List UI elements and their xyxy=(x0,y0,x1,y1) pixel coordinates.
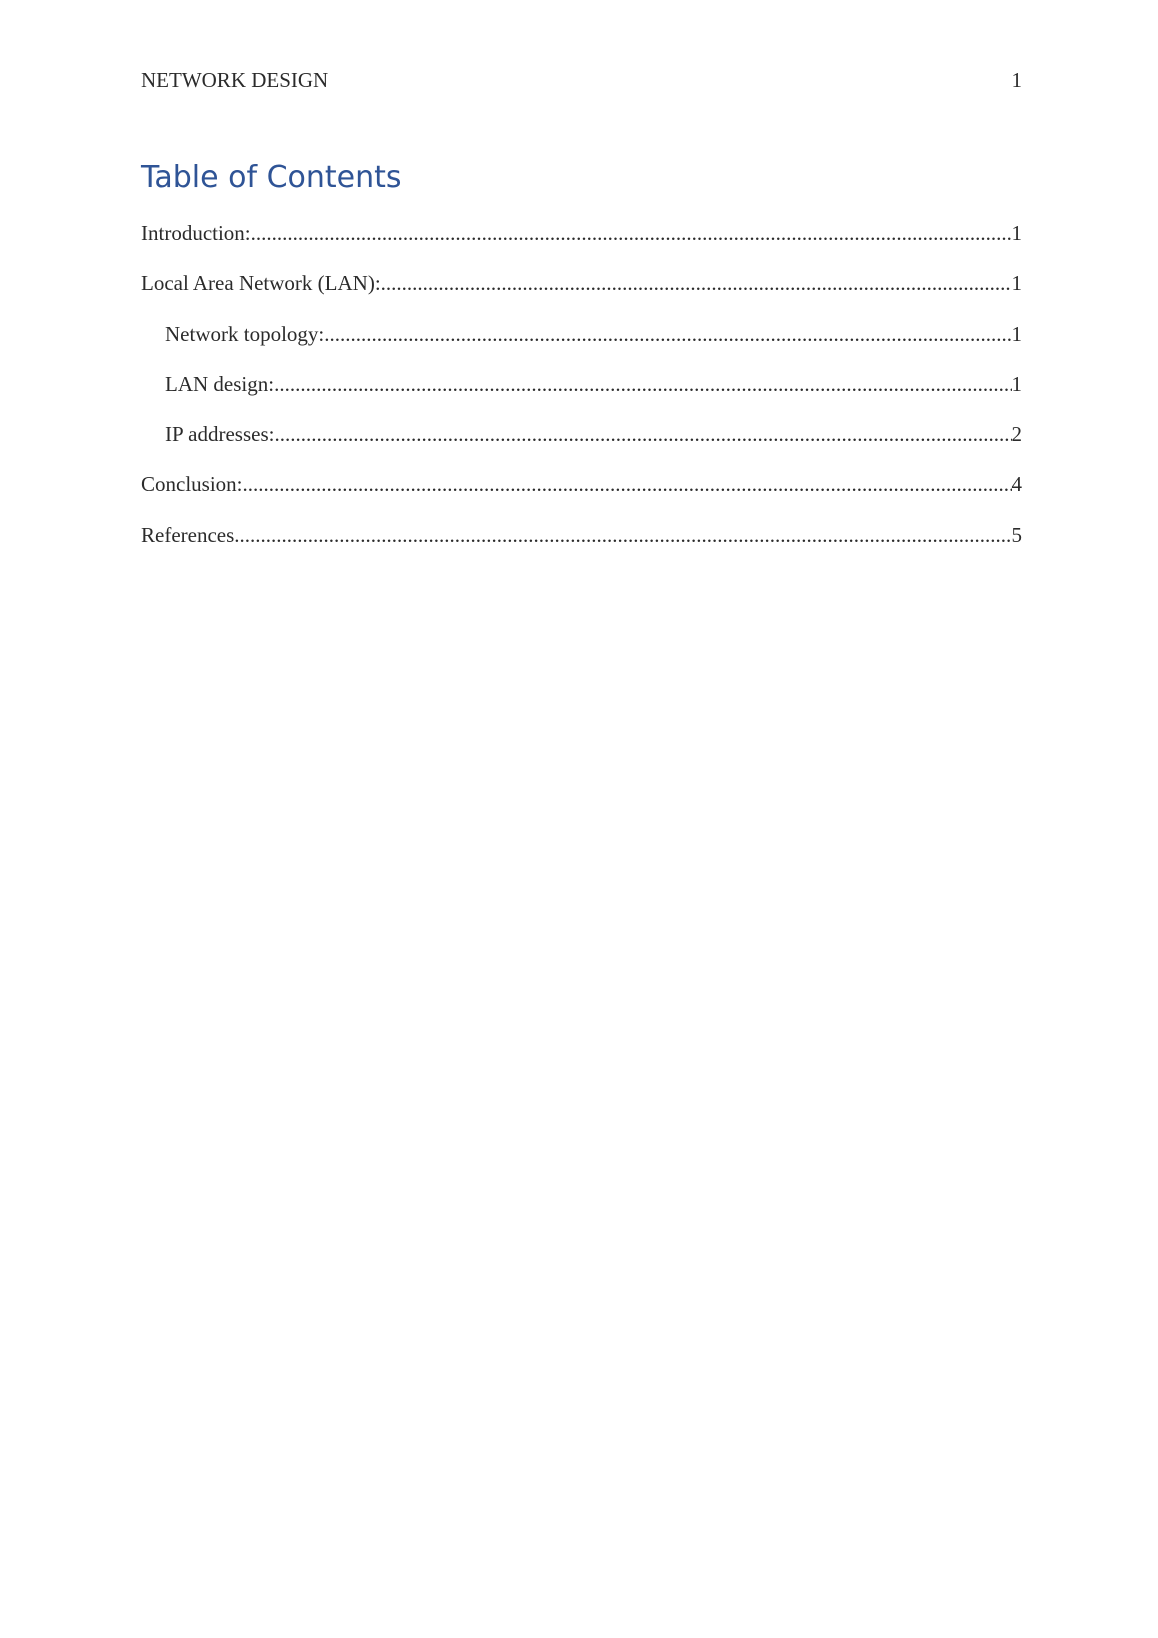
toc-heading: Table of Contents xyxy=(141,160,402,195)
header-page-number: 1 xyxy=(1011,68,1022,92)
dot-leader xyxy=(274,369,1011,399)
dot-leader xyxy=(234,520,1011,550)
toc-entry-conclusion[interactable] xyxy=(141,469,1022,519)
toc-entry-label: Local Area Network (LAN): xyxy=(141,271,381,296)
toc-entry-ip-addresses[interactable] xyxy=(141,419,1022,469)
running-header xyxy=(141,68,1022,98)
toc-entry-label: Introduction: xyxy=(141,221,251,245)
toc-entry-lan-design[interactable] xyxy=(141,369,1022,419)
dot-leader xyxy=(243,469,1012,499)
toc-entry-network-topology[interactable] xyxy=(141,319,1022,369)
dot-leader xyxy=(324,319,1011,349)
dot-leader xyxy=(251,218,1012,248)
dot-leader xyxy=(274,419,1011,449)
dot-leader xyxy=(381,268,1012,298)
toc-entry-page: 1 xyxy=(1011,321,1022,346)
toc-entry-page: 1 xyxy=(1011,271,1022,296)
toc-list xyxy=(141,218,1022,570)
toc-entry-page: 1 xyxy=(1011,371,1022,396)
toc-entry-page: 1 xyxy=(1011,221,1022,245)
toc-entry-page: 2 xyxy=(1011,422,1022,447)
toc-entry-label: Conclusion: xyxy=(141,472,243,497)
toc-entry-local-area-network[interactable] xyxy=(141,268,1022,318)
running-head-title: NETWORK DESIGN xyxy=(141,68,329,92)
toc-entry-label: Network topology: xyxy=(165,321,325,346)
toc-entry-label: References xyxy=(141,522,235,547)
toc-entry-label: LAN design: xyxy=(165,371,275,396)
toc-entry-references[interactable] xyxy=(141,520,1022,570)
toc-entry-page: 5 xyxy=(1011,522,1022,547)
toc-entry-introduction[interactable] xyxy=(141,218,1022,268)
toc-entry-label: IP addresses: xyxy=(165,422,275,447)
toc-entry-page: 4 xyxy=(1011,472,1022,497)
